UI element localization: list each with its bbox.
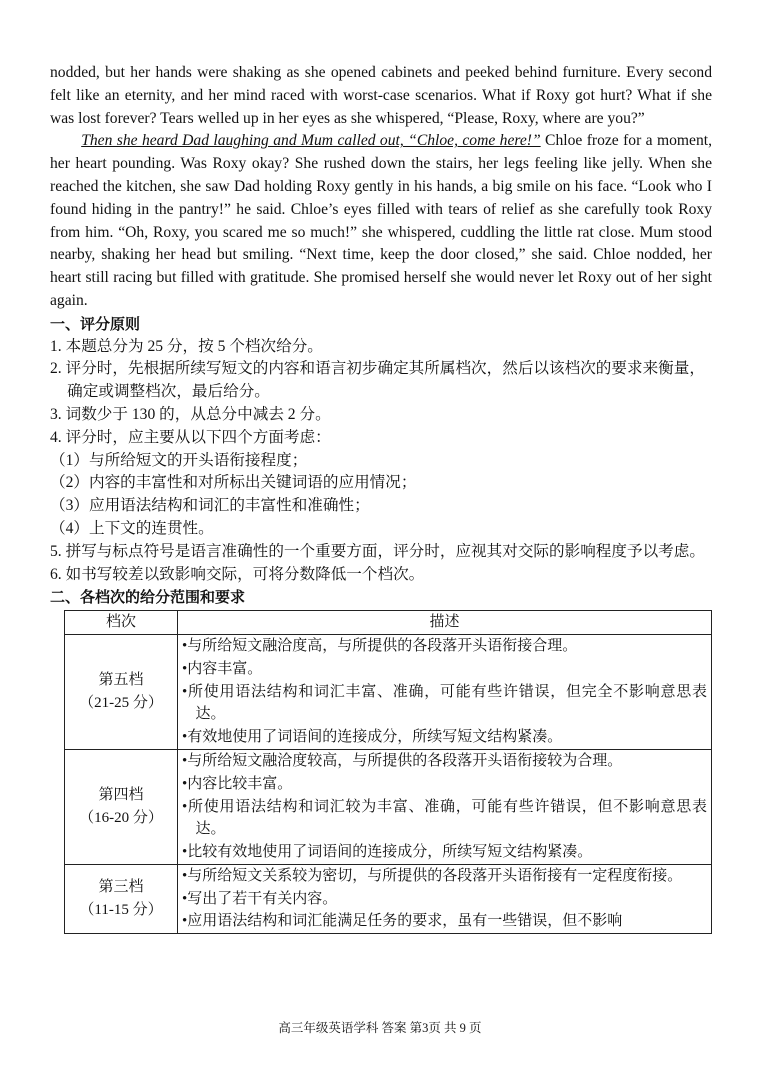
description-line: •所使用语法结构和词汇丰富、准确，可能有些许错误，但完全不影响意思表达。: [182, 683, 707, 723]
header-description: 描述: [178, 611, 712, 635]
section-1-heading: 一、评分原则: [50, 314, 141, 333]
level-range: （16-20 分）: [79, 809, 163, 826]
story-paragraph-2-text: Chloe froze for a moment, her heart pounding. Was Roxy okay? She rushed down the stairs, her legs feeling like jelly. When she reached the kitchen, she saw Dad holding Roxy gently in his hands, a big smile on his face. “Look who I found hiding in the pantry!” he said. Chloe’s eyes filled with tears of relief as she carefully took Roxy from him. “Oh, Roxy, you scared me so much!” she whispered, cuddling the little rat close. Mum stood nearby, shaking her head but smiling. “Next time, keep the door closed,” she said. Chloe nodded, her heart still racing but filled with gratitude. She promised herself she would never let Roxy out of her sight again.: [50, 132, 712, 309]
rule-sub-item-2: （2）内容的丰富性和对所标出关键词语的应用情况；: [50, 474, 417, 492]
description-line: •写出了若干有关内容。: [182, 890, 338, 907]
level-range: （11-15 分）: [79, 902, 163, 919]
section-2-heading: 二、各档次的给分范围和要求: [50, 588, 246, 607]
page-content: [50, 62, 712, 934]
description-line: •内容比较丰富。: [182, 775, 293, 792]
level-name: 第三档: [98, 879, 144, 896]
description-line: •应用语法结构和词汇能满足任务的要求，虽有一些错误，但不影响: [182, 913, 623, 930]
description-line: •与所给短文关系较为密切，与所提供的各段落开头语衔接有一定程度衔接。: [182, 867, 683, 884]
table-row: [65, 864, 712, 933]
page-footer: 高三年级英语学科 答案 第3页 共 9 页: [278, 1021, 482, 1035]
table-row: [65, 749, 712, 864]
description-line: •内容丰富。: [182, 660, 263, 677]
level-cell: [65, 749, 178, 864]
rule-item-4: 4. 评分时，应主要从以下四个方面考虑：: [50, 428, 331, 446]
rule-item-3: 3. 词数少于 130 的，从总分中减去 2 分。: [50, 405, 331, 423]
table-header-row: [65, 611, 712, 635]
rule-item-6: 6. 如书写较差以致影响交际，可将分数降低一个档次。: [50, 565, 425, 583]
rule-sub-item-4: （4）上下文的连贯性。: [50, 519, 214, 537]
underlined-prompt-sentence: Then she heard Dad laughing and Mum called out, “Chloe, come here!”: [81, 132, 541, 150]
level-name: 第五档: [98, 672, 144, 689]
description-line: •与所给短文融洽度高，与所提供的各段落开头语衔接合理。: [182, 637, 578, 654]
level-range: （21-25 分）: [79, 694, 163, 711]
header-level: 档次: [65, 611, 178, 635]
rule-item-1: 1. 本题总分为 25 分，按 5 个档次给分。: [50, 337, 323, 355]
description-cell: [178, 749, 712, 864]
description-line: •比较有效地使用了词语间的连接成分，所续写短文结构紧凑。: [182, 844, 593, 861]
scoring-rubric-table: [64, 610, 712, 934]
level-cell: [65, 864, 178, 933]
description-line: •所使用语法结构和词汇较为丰富、准确，可能有些许错误，但不影响意思表达。: [182, 798, 707, 838]
rule-sub-item-1: （1）与所给短文的开头语衔接程度；: [50, 451, 308, 469]
level-cell: [65, 634, 178, 749]
rule-item-2: 2. 评分时，先根据所续写短文的内容和语言初步确定其所属档次，然后以该档次的要求来衡量，确定或调整档次，最后给分。: [50, 360, 705, 401]
rule-sub-item-3: （3）应用语法结构和词汇的丰富性和准确性；: [50, 497, 370, 515]
description-cell: [178, 864, 712, 933]
description-line: •与所给短文融洽度较高，与所提供的各段落开头语衔接较为合理。: [182, 752, 623, 769]
rule-item-5: 5. 拼写与标点符号是语言准确性的一个重要方面，评分时，应视其对交际的影响程度予以考虑。: [50, 542, 705, 560]
level-name: 第四档: [98, 787, 144, 804]
description-line: •有效地使用了词语间的连接成分，所续写短文结构紧凑。: [182, 729, 563, 746]
description-cell: [178, 634, 712, 749]
story-paragraph-1: nodded, but her hands were shaking as she opened cabinets and peeked behind furniture. Every second felt like an eternity, and her mind raced with worst-case scenarios. What if Roxy got hurt? What if she was lost forever? Tears welled up in her eyes as she whispered, “Please, Roxy, where are you?”: [50, 64, 712, 127]
table-row: [65, 634, 712, 749]
story-paragraph-2: [50, 130, 712, 312]
